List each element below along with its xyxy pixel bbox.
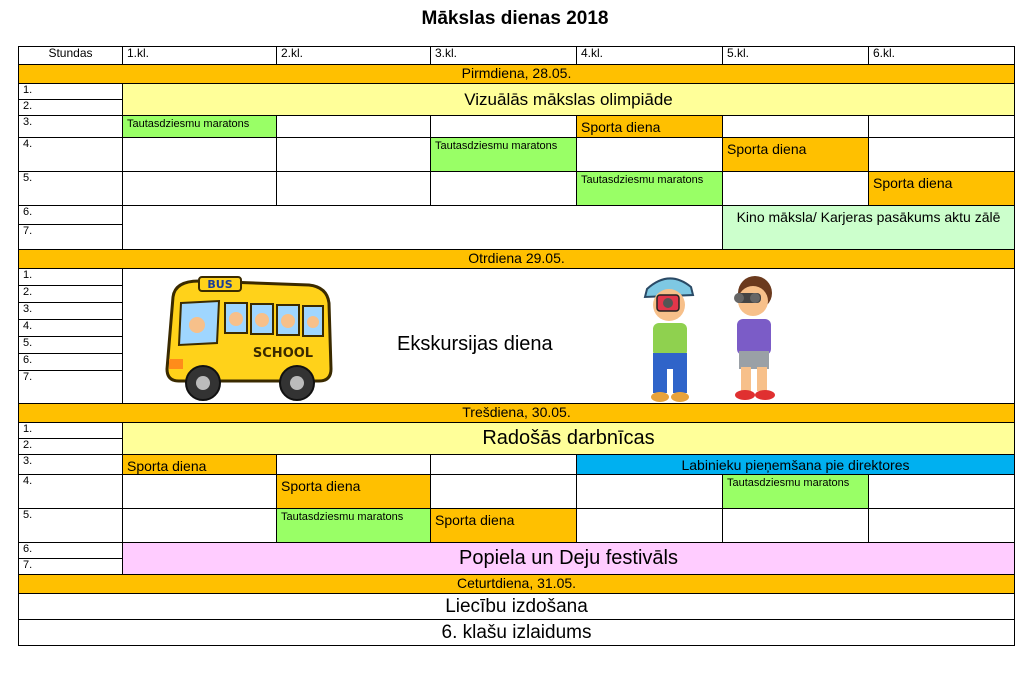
- sport-cell: Sporta diena: [123, 455, 277, 475]
- excursion-label: Ekskursijas diena: [397, 333, 553, 355]
- sport-cell: Sporta diena: [577, 116, 723, 138]
- festival-cell: Popiela un Deju festivāls: [123, 543, 1015, 575]
- excursion-cell: [123, 269, 1015, 404]
- table-row: [19, 475, 1015, 509]
- table-row: [19, 423, 1015, 439]
- empty-cell: [277, 172, 431, 206]
- lesson-number: 3.: [19, 455, 123, 475]
- bus-sign: BUS: [207, 278, 233, 291]
- empty-cell: [123, 138, 277, 172]
- lesson-number: 3.: [19, 116, 123, 138]
- marathon-cell: Tautasdziesmu maratons: [123, 116, 277, 138]
- lesson-number: 5.: [19, 172, 123, 206]
- lesson-number: 3.: [19, 303, 123, 320]
- table-row: [19, 455, 1015, 475]
- empty-cell: [431, 475, 577, 509]
- schedule-table: [18, 46, 1015, 646]
- lesson-number: 7.: [19, 559, 123, 575]
- kino-cell: Kino māksla/ Karjeras pasākums aktu zālē: [723, 206, 1015, 250]
- empty-cell: [723, 509, 869, 543]
- page-title: Mākslas dienas 2018: [421, 8, 609, 29]
- day-label: Ceturtdiena, 31.05.: [19, 575, 1015, 594]
- marathon-cell: Tautasdziesmu maratons: [277, 509, 431, 543]
- sport-cell: Sporta diena: [723, 138, 869, 172]
- empty-cell: [123, 172, 277, 206]
- class-header: 6.kl.: [869, 47, 1015, 65]
- empty-cell: [869, 509, 1015, 543]
- lesson-number: 7.: [19, 371, 123, 404]
- kids-with-camera-icon: [627, 271, 797, 404]
- empty-cell: [123, 475, 277, 509]
- lesson-number: 6.: [19, 354, 123, 371]
- lesson-number: 7.: [19, 225, 123, 250]
- header-row: [19, 47, 1015, 65]
- lesson-number: 5.: [19, 337, 123, 354]
- school-bus-icon: [159, 273, 339, 404]
- lesson-number: 2.: [19, 286, 123, 303]
- sport-cell: Sporta diena: [431, 509, 577, 543]
- day-label: Otrdiena 29.05.: [19, 250, 1015, 269]
- empty-cell: [869, 116, 1015, 138]
- lesson-number: 4.: [19, 320, 123, 337]
- class-header: 1.kl.: [123, 47, 277, 65]
- class-header: 3.kl.: [431, 47, 577, 65]
- lesson-number: 1.: [19, 269, 123, 286]
- empty-cell: [277, 116, 431, 138]
- day-header-wednesday: [19, 404, 1015, 423]
- class-header: 5.kl.: [723, 47, 869, 65]
- olympiad-cell: Vizuālās mākslas olimpiāde: [123, 84, 1015, 116]
- day-header-monday: [19, 65, 1015, 84]
- workshops-cell: Radošās darbnīcas: [123, 423, 1015, 455]
- day-label: Pirmdiena, 28.05.: [19, 65, 1015, 84]
- hours-header: Stundas: [19, 47, 123, 65]
- school-sign: SCHOOL: [252, 346, 314, 361]
- table-row: [19, 594, 1015, 620]
- table-row: [19, 509, 1015, 543]
- sport-cell: Sporta diena: [869, 172, 1015, 206]
- lesson-number: 4.: [19, 475, 123, 509]
- table-row: [19, 269, 1015, 286]
- table-row: [19, 172, 1015, 206]
- table-row: [19, 138, 1015, 172]
- lesson-number: 1.: [19, 423, 123, 439]
- marathon-cell: Tautasdziesmu maratons: [577, 172, 723, 206]
- day-label: Trešdiena, 30.05.: [19, 404, 1015, 423]
- table-row: [19, 620, 1015, 646]
- empty-cell: [277, 138, 431, 172]
- empty-cell: [723, 116, 869, 138]
- day-header-tuesday: [19, 250, 1015, 269]
- empty-cell: [123, 206, 723, 250]
- empty-cell: [577, 509, 723, 543]
- graduation-cell: 6. klašu izlaidums: [19, 620, 1015, 646]
- empty-cell: [577, 138, 723, 172]
- empty-cell: [431, 116, 577, 138]
- reception-cell: Labinieku pieņemšana pie direktores: [577, 455, 1015, 475]
- table-row: [19, 543, 1015, 559]
- lesson-number: 2.: [19, 439, 123, 455]
- empty-cell: [431, 455, 577, 475]
- empty-cell: [869, 138, 1015, 172]
- class-header: 4.kl.: [577, 47, 723, 65]
- table-row: [19, 116, 1015, 138]
- empty-cell: [431, 172, 577, 206]
- empty-cell: [869, 475, 1015, 509]
- class-header: 2.kl.: [277, 47, 431, 65]
- empty-cell: [577, 475, 723, 509]
- lesson-number: 4.: [19, 138, 123, 172]
- lesson-number: 1.: [19, 84, 123, 100]
- lesson-number: 6.: [19, 206, 123, 225]
- lesson-number: 6.: [19, 543, 123, 559]
- empty-cell: [723, 172, 869, 206]
- table-row: [19, 84, 1015, 100]
- marathon-cell: Tautasdziesmu maratons: [431, 138, 577, 172]
- empty-cell: [123, 509, 277, 543]
- marathon-cell: Tautasdziesmu maratons: [723, 475, 869, 509]
- lesson-number: 5.: [19, 509, 123, 543]
- sport-cell: Sporta diena: [277, 475, 431, 509]
- table-row: [19, 206, 1015, 225]
- certificates-cell: Liecību izdošana: [19, 594, 1015, 620]
- lesson-number: 2.: [19, 100, 123, 116]
- day-header-thursday: [19, 575, 1015, 594]
- empty-cell: [277, 455, 431, 475]
